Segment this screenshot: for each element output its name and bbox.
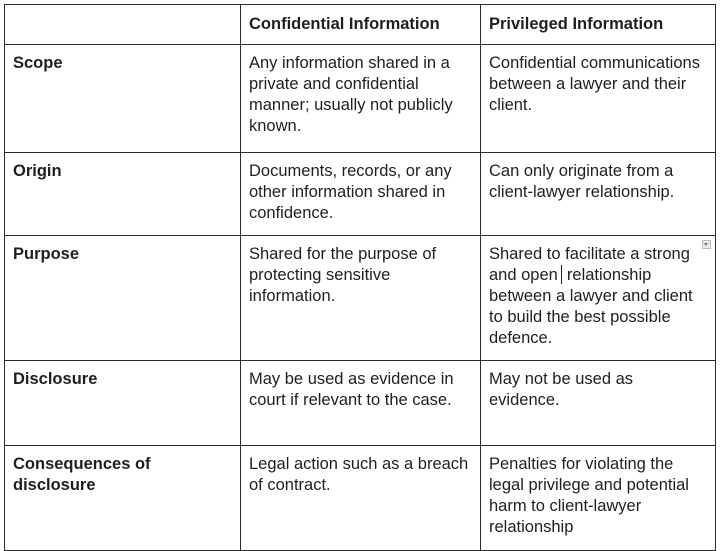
table-row-disclosure xyxy=(5,361,716,446)
cell-scope-privileged[interactable] xyxy=(481,45,716,153)
cell-purpose-privileged[interactable] xyxy=(481,236,716,361)
cell-text: Can only originate from a client-lawyer relationship. xyxy=(489,162,675,201)
cell-disclosure-privileged[interactable] xyxy=(481,361,716,446)
cell-consequences-confidential[interactable] xyxy=(241,446,481,551)
cell-text: May not be used as evidence. xyxy=(489,370,634,409)
cell-text-with-cursor xyxy=(489,242,707,349)
cell-origin-confidential[interactable] xyxy=(241,153,481,236)
cell-text-line2: relationship between a lawyer and client to build the best possible defence. xyxy=(489,266,693,347)
comparison-table-container xyxy=(4,4,716,551)
table-row-purpose xyxy=(5,236,716,361)
header-confidential-information[interactable]: Confidential Information xyxy=(241,5,481,45)
table-row-scope xyxy=(5,45,716,153)
row-label-purpose[interactable]: Purpose xyxy=(5,236,241,361)
row-label-consequences[interactable]: Consequences of disclosure xyxy=(5,446,241,551)
cell-text: Legal action such as a breach of contract. xyxy=(249,455,469,494)
row-label-disclosure[interactable]: Disclosure xyxy=(5,361,241,446)
cell-text: Penalties for violating the legal privilege and potential harm to client-lawyer relationship xyxy=(489,455,689,536)
cell-text: May be used as evidence in court if relevant to the case. xyxy=(249,370,454,409)
comparison-table xyxy=(4,4,716,551)
table-row-origin xyxy=(5,153,716,236)
row-label-scope[interactable]: Scope xyxy=(5,45,241,153)
cell-origin-privileged[interactable] xyxy=(481,153,716,236)
header-row xyxy=(5,5,716,45)
cell-text: Documents, records, or any other information shared in confidence. xyxy=(249,162,452,222)
cell-text: Confidential communications between a lawyer and their client. xyxy=(489,54,700,114)
cell-text: Any information shared in a private and confidential manner; usually not publicly known. xyxy=(249,54,453,135)
header-privileged-information[interactable]: Privileged Information xyxy=(481,5,716,45)
cell-text: Shared for the purpose of protecting sensitive information. xyxy=(249,245,437,305)
dropdown-arrow-icon[interactable] xyxy=(702,240,711,249)
row-label-origin[interactable]: Origin xyxy=(5,153,241,236)
cell-text-line1: Shared to facilitate a strong and open xyxy=(489,245,690,284)
table-row-consequences xyxy=(5,446,716,551)
text-cursor xyxy=(561,265,563,284)
cell-scope-confidential[interactable] xyxy=(241,45,481,153)
cell-purpose-confidential[interactable] xyxy=(241,236,481,361)
header-cell-empty[interactable] xyxy=(5,5,241,45)
cell-consequences-privileged[interactable] xyxy=(481,446,716,551)
cell-disclosure-confidential[interactable] xyxy=(241,361,481,446)
